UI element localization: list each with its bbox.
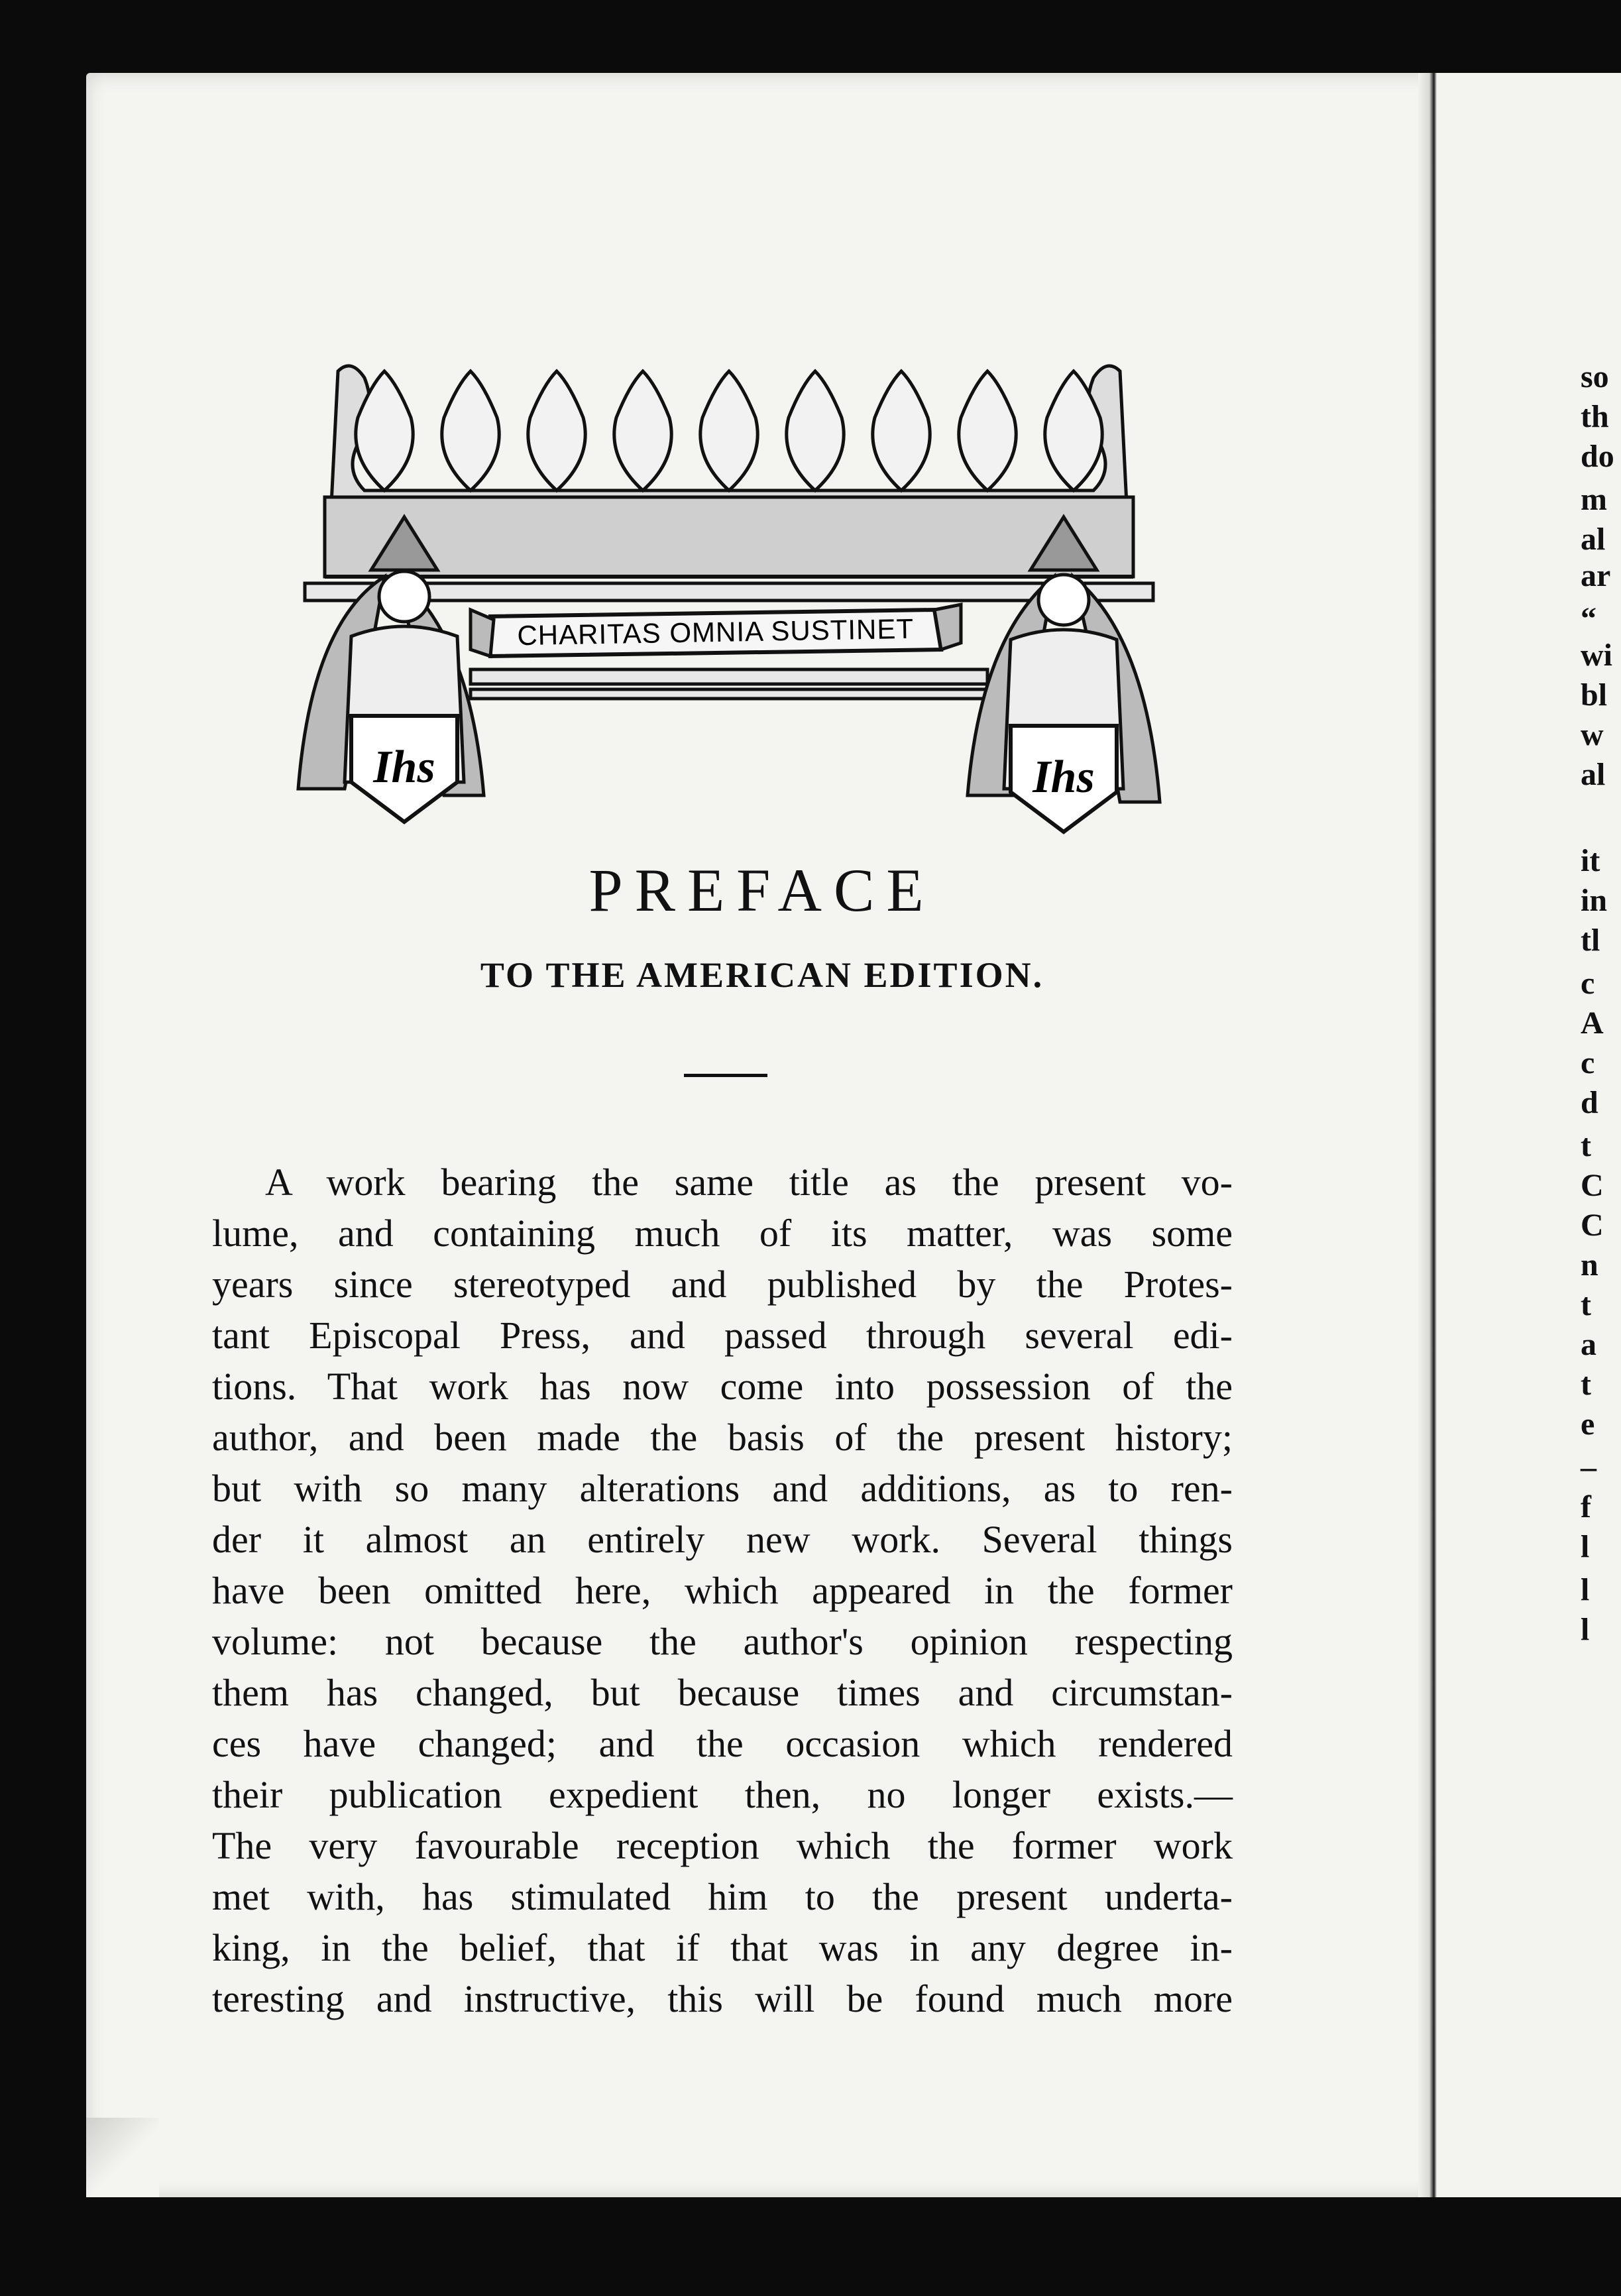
right-page-fragment: f bbox=[1581, 1489, 1591, 1524]
section-rule bbox=[684, 1074, 767, 1077]
monogram-left: Ihs bbox=[373, 742, 435, 793]
right-page-fragment: l bbox=[1581, 1572, 1590, 1607]
canopy-leaf bbox=[873, 371, 930, 490]
right-page-fragment: t bbox=[1581, 1367, 1591, 1402]
right-page-fragment: in bbox=[1581, 883, 1608, 918]
body-line: their publication expedient then, no longer exists.— bbox=[212, 1773, 1233, 1816]
monogram-right: Ihs bbox=[1033, 752, 1095, 803]
right-page-fragment: wi bbox=[1581, 638, 1612, 673]
right-page-fragment: al bbox=[1581, 522, 1606, 557]
right-page-fragment: – bbox=[1581, 1450, 1596, 1485]
page-corner-curl bbox=[86, 2118, 159, 2197]
body-line: met with, has stimulated him to the present underta- bbox=[212, 1875, 1233, 1918]
right-page-fragment: A bbox=[1581, 1005, 1604, 1041]
right-page-fragment: ar bbox=[1581, 558, 1611, 593]
right-page-fragment: al bbox=[1581, 757, 1606, 792]
preface-body bbox=[212, 1157, 1233, 2024]
right-page-fragment: a bbox=[1581, 1327, 1596, 1362]
right-page-fragment: d bbox=[1581, 1085, 1598, 1120]
body-line: teresting and instructive, this will be found much more bbox=[212, 1977, 1233, 2020]
canopy-leaf bbox=[959, 371, 1016, 490]
right-page-fragment: t bbox=[1581, 1287, 1591, 1322]
right-page-fragment: so bbox=[1581, 359, 1609, 394]
body-line: but with so many alterations and additions, as to ren- bbox=[212, 1467, 1233, 1510]
body-line: king, in the belief, that if that was in any degree in- bbox=[212, 1926, 1233, 1969]
right-page-fragment: C bbox=[1581, 1168, 1604, 1203]
right-page-fragment: c bbox=[1581, 966, 1595, 1001]
right-page-fragment: t bbox=[1581, 1128, 1591, 1163]
right-page-fragment: l bbox=[1581, 1529, 1590, 1564]
ornament-motto: CHARITAS OMNIA SUSTINET bbox=[517, 612, 915, 652]
page-subtitle: TO THE AMERICAN EDITION. bbox=[480, 955, 1044, 995]
canopy-leaf bbox=[614, 371, 671, 490]
body-line: tions. That work has now come into possession of the bbox=[212, 1365, 1233, 1408]
body-line: volume: not because the author's opinion respecting bbox=[212, 1620, 1233, 1663]
book-gutter bbox=[1418, 73, 1437, 2197]
gothic-ornament-headpiece bbox=[272, 358, 1186, 835]
body-line: der it almost an entirely new work. Several things bbox=[212, 1518, 1233, 1561]
right-page-fragment: bl bbox=[1581, 677, 1608, 713]
right-page-fragment: w bbox=[1581, 717, 1604, 752]
body-line: them has changed, but because times and circumstan- bbox=[212, 1671, 1233, 1714]
body-line: The very favourable reception which the former work bbox=[212, 1824, 1233, 1867]
right-page-fragment: C bbox=[1581, 1208, 1604, 1243]
body-line: A work bearing the same title as the present vo- bbox=[265, 1161, 1233, 1204]
canopy-leaf bbox=[787, 371, 844, 490]
right-page-fragment: th bbox=[1581, 399, 1609, 434]
canopy-leaf bbox=[528, 371, 585, 490]
right-page-fragment: tl bbox=[1581, 923, 1600, 958]
body-line: tant Episcopal Press, and passed through several edi- bbox=[212, 1314, 1233, 1357]
canopy-leaf bbox=[442, 371, 499, 490]
right-page-fragment: m bbox=[1581, 482, 1607, 517]
right-page-fragment: do bbox=[1581, 439, 1614, 474]
body-line: have been omitted here, which appeared in the former bbox=[212, 1569, 1233, 1612]
right-page-fragment: e bbox=[1581, 1406, 1595, 1442]
page-title: PREFACE bbox=[588, 856, 936, 924]
ornament-drawing bbox=[272, 358, 1186, 835]
body-line: lume, and containing much of its matter, was some bbox=[212, 1212, 1233, 1255]
right-page-fragment: l bbox=[1581, 1612, 1590, 1647]
body-line: years since stereotyped and published by the Protes- bbox=[212, 1263, 1233, 1306]
right-page-fragment: “ bbox=[1581, 601, 1596, 636]
canopy-leaf bbox=[700, 371, 757, 490]
right-page-fragment: n bbox=[1581, 1247, 1598, 1283]
right-page-fragment: c bbox=[1581, 1045, 1595, 1080]
body-line: ces have changed; and the occasion which rendered bbox=[212, 1722, 1233, 1765]
right-page-fragment: it bbox=[1581, 843, 1600, 878]
body-line: author, and been made the basis of the present history; bbox=[212, 1416, 1233, 1459]
